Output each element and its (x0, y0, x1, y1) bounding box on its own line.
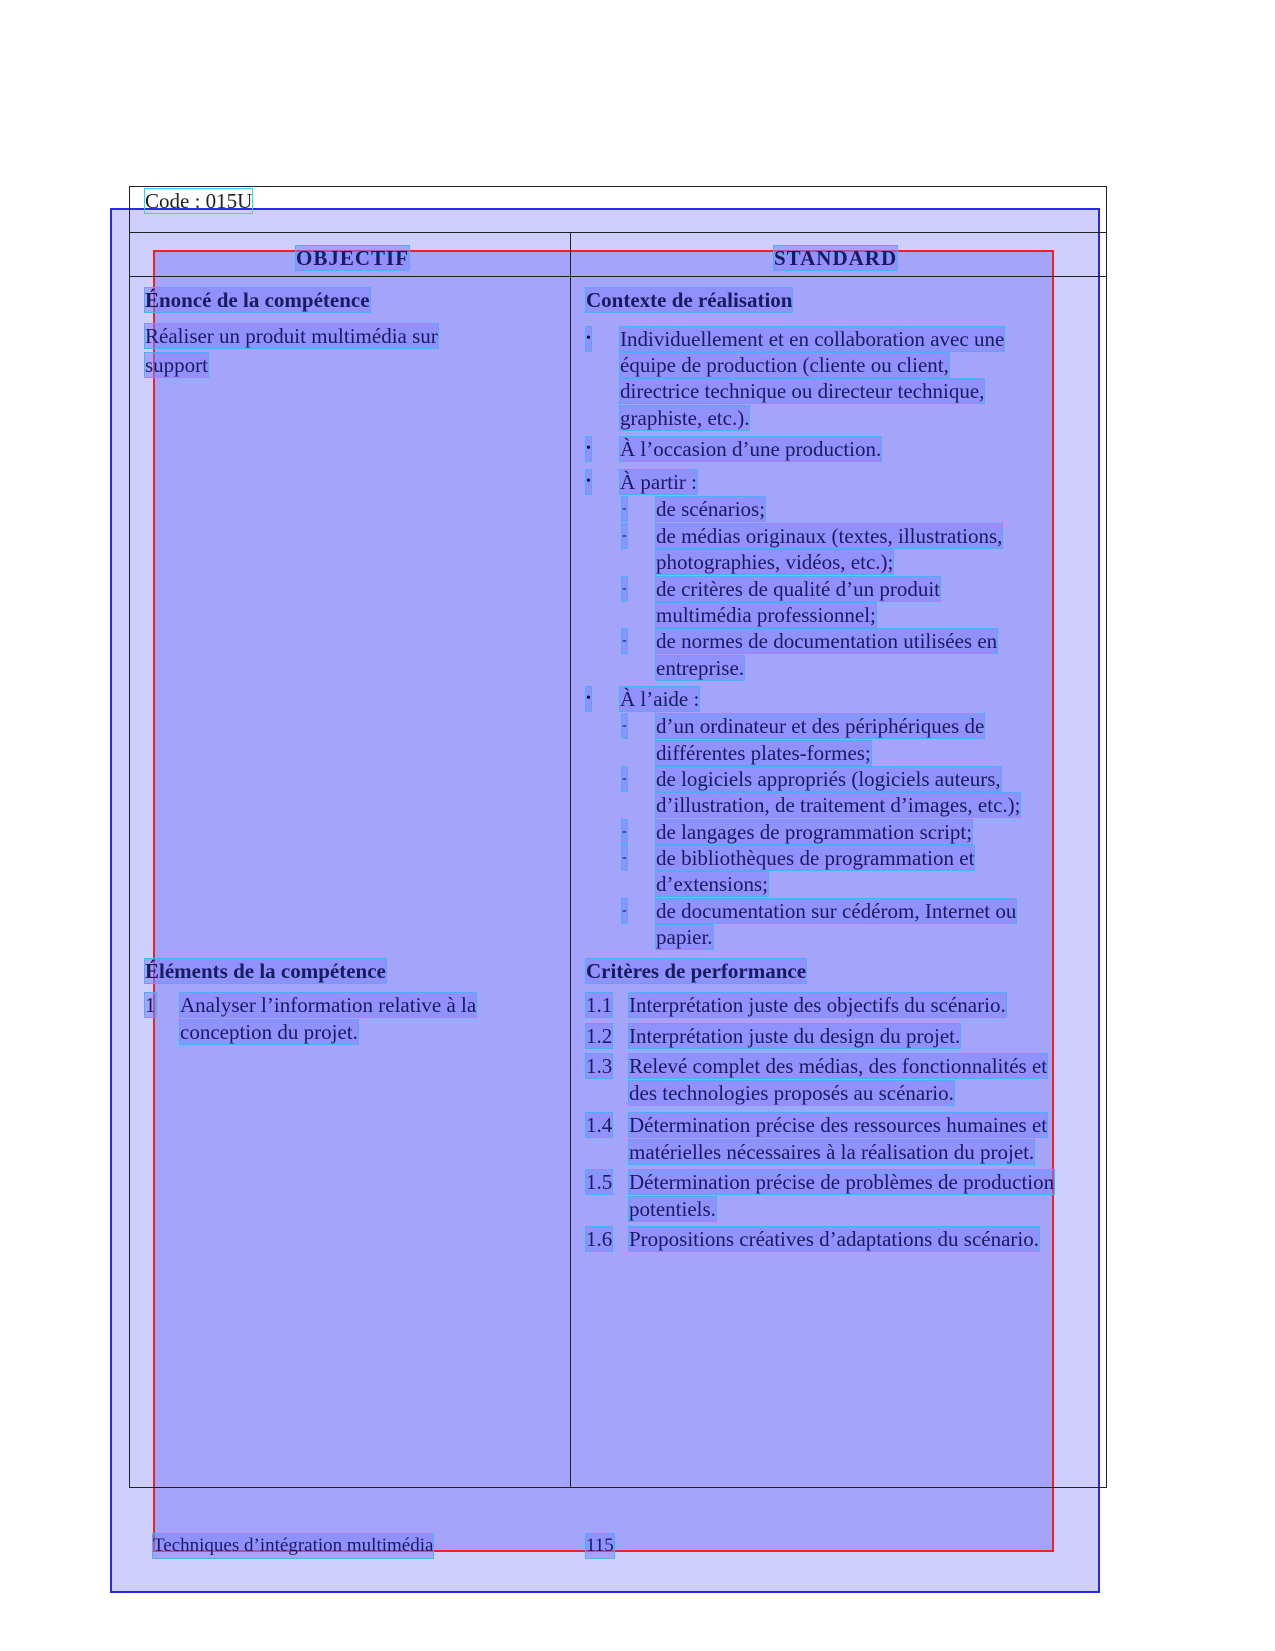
context-item-1-line3: directrice technique ou directeur technique, (620, 379, 985, 403)
bullet-dash: - (622, 820, 627, 844)
context-item-2: À l’occasion d’une production. (620, 437, 882, 461)
header-row-divider (129, 276, 1107, 277)
criterion-3-line2: des technologies proposés au scénario. (629, 1081, 954, 1105)
criterion-number: 1.5 (586, 1170, 613, 1194)
element-text-line2: conception du projet. (180, 1020, 358, 1044)
context-item-1-line2: équipe de production (cliente ou client, (620, 353, 949, 377)
criterion-number: 1.4 (586, 1113, 613, 1137)
code-label: Code : 015U (145, 189, 253, 213)
elements-title: Éléments de la compétence (145, 959, 386, 983)
column-divider (570, 232, 571, 1488)
criterion-1: Interprétation juste des objectifs du scénario. (629, 993, 1006, 1017)
source-item-2-line2: photographies, vidéos, etc.); (656, 550, 894, 574)
tool-item-2-line2: d’illustration, de traitement d’images, etc.); (656, 793, 1021, 817)
objectif-header: OBJECTIF (296, 246, 410, 270)
criterion-number: 1.6 (586, 1227, 613, 1251)
bullet-dash: - (622, 899, 627, 923)
footer-page-number: 115 (586, 1535, 614, 1556)
context-item-1-line4: graphiste, etc.). (620, 406, 750, 430)
criterion-4-line2: matérielles nécessaires à la réalisation du projet. (629, 1140, 1035, 1164)
criteres-title: Critères de performance (586, 959, 807, 983)
enonce-text-line1: Réaliser un produit multimédia sur (145, 324, 438, 348)
bullet-dash: - (622, 629, 627, 653)
source-item-3-line2: multimédia professionnel; (656, 603, 876, 627)
enonce-text-line2: support (145, 353, 208, 377)
source-item-4-line1: de normes de documentation utilisées en (656, 629, 998, 653)
criterion-6: Propositions créatives d’adaptations du scénario. (629, 1227, 1039, 1251)
code-row-divider (129, 232, 1107, 233)
tool-item-3: de langages de programmation script; (656, 820, 973, 844)
tool-item-2-line1: de logiciels appropriés (logiciels auteurs, (656, 767, 1001, 791)
tool-item-1-line1: d’un ordinateur et des périphériques de (656, 714, 985, 738)
source-item-4-line2: entreprise. (656, 656, 745, 680)
criterion-number: 1.2 (586, 1024, 613, 1048)
criterion-2: Interprétation juste du design du projet. (629, 1024, 961, 1048)
contexte-title: Contexte de réalisation (586, 288, 793, 312)
bullet-round: • (586, 470, 591, 494)
context-item-3: À partir : (620, 470, 697, 494)
bullet-dash: - (622, 497, 627, 521)
source-item-2-line1: de médias originaux (textes, illustrations, (656, 524, 1003, 548)
context-item-4: À l’aide : (620, 687, 700, 711)
tool-item-4-line2: d’extensions; (656, 872, 768, 896)
criterion-4-line1: Détermination précise des ressources humaines et (629, 1113, 1048, 1137)
tool-item-5-line1: de documentation sur cédérom, Internet ou (656, 899, 1017, 923)
element-number: 1 (145, 993, 156, 1017)
bullet-dash: - (622, 524, 627, 548)
bullet-round: • (586, 437, 591, 461)
bullet-dash: - (622, 846, 627, 870)
bullet-dash: - (622, 714, 627, 738)
context-item-1-line1: Individuellement et en collaboration avec une (620, 327, 1005, 351)
source-item-1: de scénarios; (656, 497, 766, 521)
standard-header: STANDARD (774, 246, 898, 270)
element-text-line1: Analyser l’information relative à la (180, 993, 477, 1017)
tool-item-1-line2: différentes plates-formes; (656, 741, 871, 765)
bullet-round: • (586, 687, 591, 711)
footer-program-name: Techniques d’intégration multimédia (153, 1535, 434, 1556)
source-item-3-line1: de critères de qualité d’un produit (656, 577, 940, 601)
criterion-5-line1: Détermination précise de problèmes de production (629, 1170, 1055, 1194)
criterion-5-line2: potentiels. (629, 1197, 716, 1221)
criterion-3-line1: Relevé complet des médias, des fonctionnalités et (629, 1054, 1048, 1078)
bullet-round: • (586, 327, 591, 351)
tool-item-4-line1: de bibliothèques de programmation et (656, 846, 975, 870)
bullet-dash: - (622, 767, 627, 791)
criterion-number: 1.1 (586, 993, 613, 1017)
bullet-dash: - (622, 577, 627, 601)
enonce-title: Énoncé de la compétence (145, 288, 370, 312)
tool-item-5-line2: papier. (656, 925, 713, 949)
criterion-number: 1.3 (586, 1054, 613, 1078)
